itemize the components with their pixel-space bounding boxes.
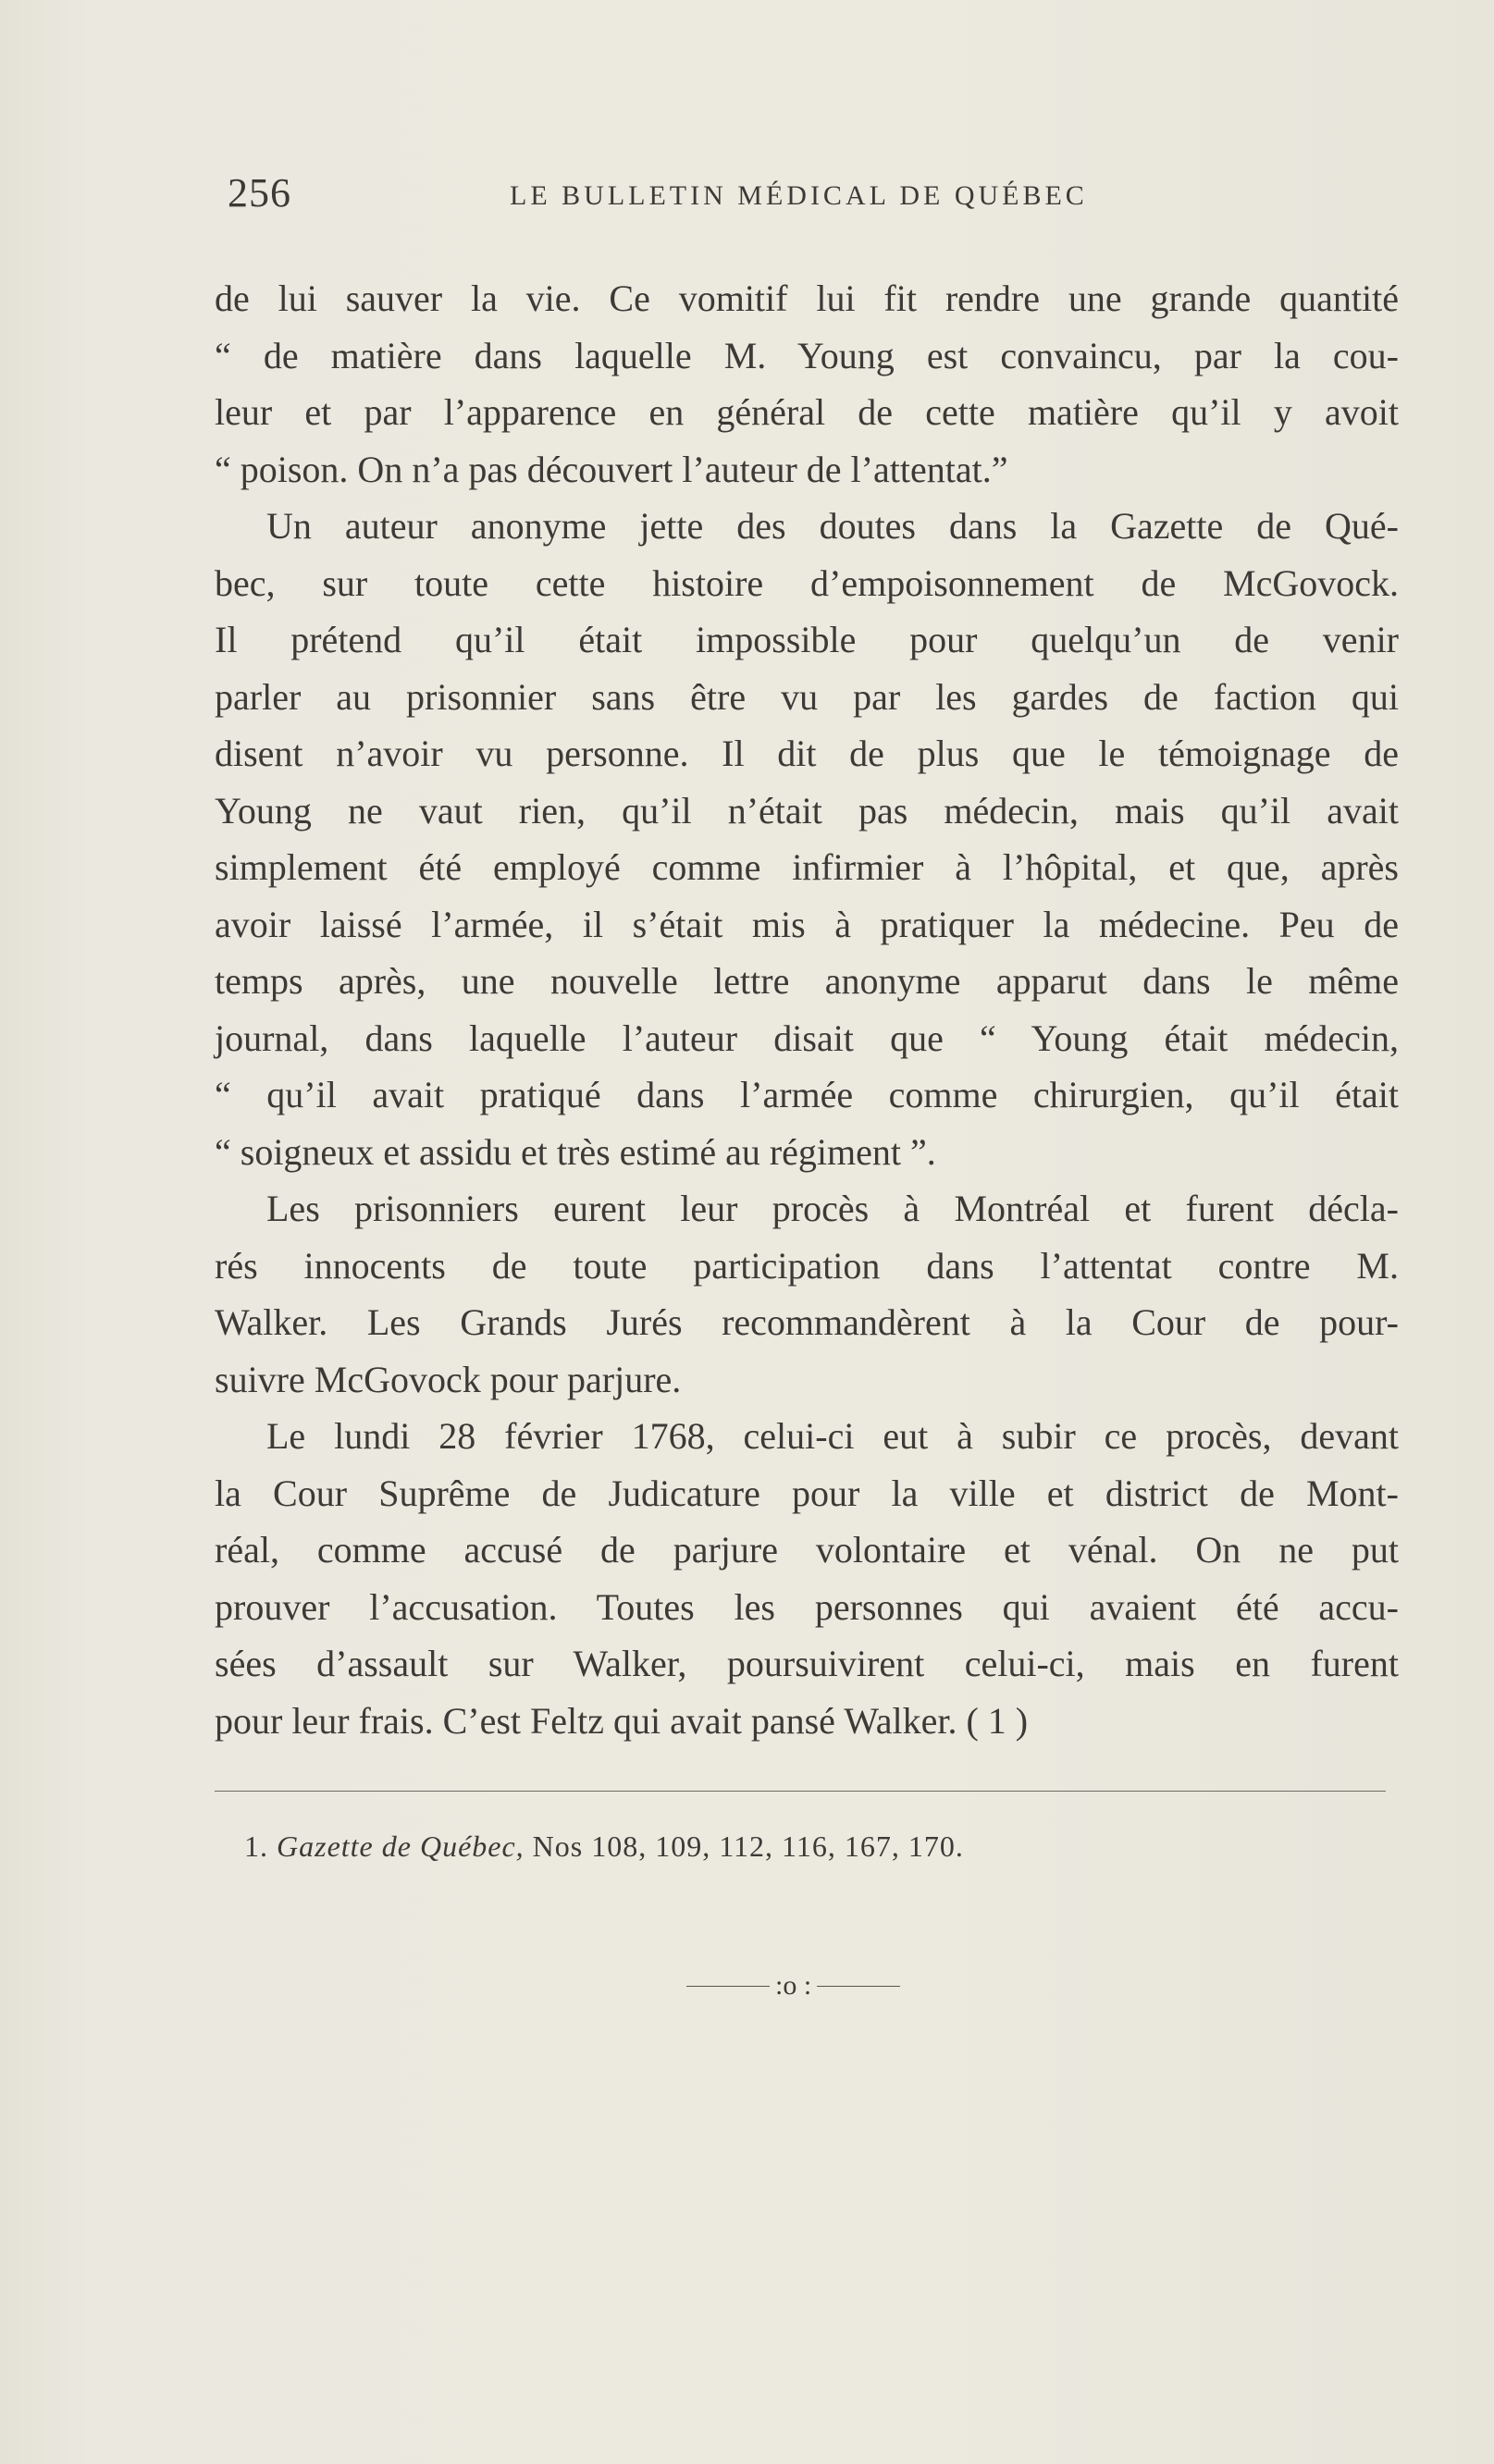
text-line: “ poison. On n’a pas découvert l’auteur de l’attentat.” (215, 448, 1008, 490)
text-line: “ de matière dans laquelle M. Young est convaincu, par la cou- (215, 334, 1399, 376)
text-line: Le lundi 28 février 1768, celui-ci eut à subir ce procès, devant (266, 1415, 1399, 1457)
text-line: Un auteur anonyme jette des doutes dans la Gazette de Qué- (266, 505, 1399, 547)
ornament-dash-right (817, 1986, 900, 1987)
text-line: journal, dans laquelle l’auteur disait que “ Young était médecin, (215, 1016, 1399, 1059)
section-ornament (686, 1970, 900, 2002)
text-line: leur et par l’apparence en général de cette matière qu’il y avoit (215, 391, 1399, 433)
footnote-source: Gazette de Québec, (277, 1830, 525, 1863)
body-text (215, 270, 1399, 1749)
page-number: 256 (228, 170, 291, 216)
text-line: Young ne vaut rien, qu’il n’était pas médecin, mais qu’il avait (215, 789, 1399, 832)
text-line: pour leur frais. C’est Feltz qui avait pansé Walker. ( 1 ) (215, 1699, 1029, 1742)
text-line: parler au prisonnier sans être vu par les gardes de faction qui (215, 675, 1399, 718)
footnote (244, 1830, 964, 1864)
footnote-divider (215, 1791, 1386, 1792)
footnote-number: 1. (244, 1830, 268, 1863)
text-line: de lui sauver la vie. Ce vomitif lui fit rendre une grande quantité (215, 277, 1399, 319)
ornament-dash-left (686, 1986, 770, 1987)
ornament-text: :o : (775, 1970, 812, 2001)
text-line: la Cour Suprême de Judicature pour la ville et district de Mont- (215, 1472, 1399, 1514)
text-line: “ soigneux et assidu et très estimé au régiment ”. (215, 1130, 936, 1173)
text-line: sées d’assault sur Walker, poursuivirent celui-ci, mais en furent (215, 1643, 1399, 1684)
text-line: rés innocents de toute participation dans l’attentat contre M. (215, 1244, 1399, 1287)
text-line: suivre McGovock pour parjure. (215, 1358, 682, 1400)
text-line: “ qu’il avait pratiqué dans l’armée comme chirurgien, qu’il était (215, 1074, 1399, 1115)
text-line: prouver l’accusation. Toutes les personnes qui avaient été accu- (215, 1585, 1399, 1628)
footnote-refs: Nos 108, 109, 112, 116, 167, 170. (532, 1830, 964, 1863)
page-header (228, 169, 1153, 225)
running-head: LE BULLETIN MÉDICAL DE QUÉBEC (510, 180, 1088, 211)
text-line: simplement été employé comme infirmier à l’hôpital, et que, après (215, 846, 1399, 888)
text-line: Il prétend qu’il était impossible pour quelqu’un de venir (215, 619, 1399, 660)
text-line: temps après, une nouvelle lettre anonyme apparut dans le même (215, 960, 1399, 1002)
text-line: réal, comme accusé de parjure volontaire et vénal. On ne put (215, 1529, 1399, 1571)
text-line: disent n’avoir vu personne. Il dit de plus que le témoignage de (215, 733, 1399, 774)
text-line: avoir laissé l’armée, il s’était mis à pratiquer la médecine. Peu de (215, 903, 1399, 945)
text-line: Les prisonniers eurent leur procès à Montréal et furent décla- (266, 1188, 1399, 1229)
text-line: Walker. Les Grands Jurés recommandèrent à la Cour de pour- (215, 1301, 1399, 1343)
text-line: bec, sur toute cette histoire d’empoisonnement de McGovock. (215, 561, 1399, 604)
